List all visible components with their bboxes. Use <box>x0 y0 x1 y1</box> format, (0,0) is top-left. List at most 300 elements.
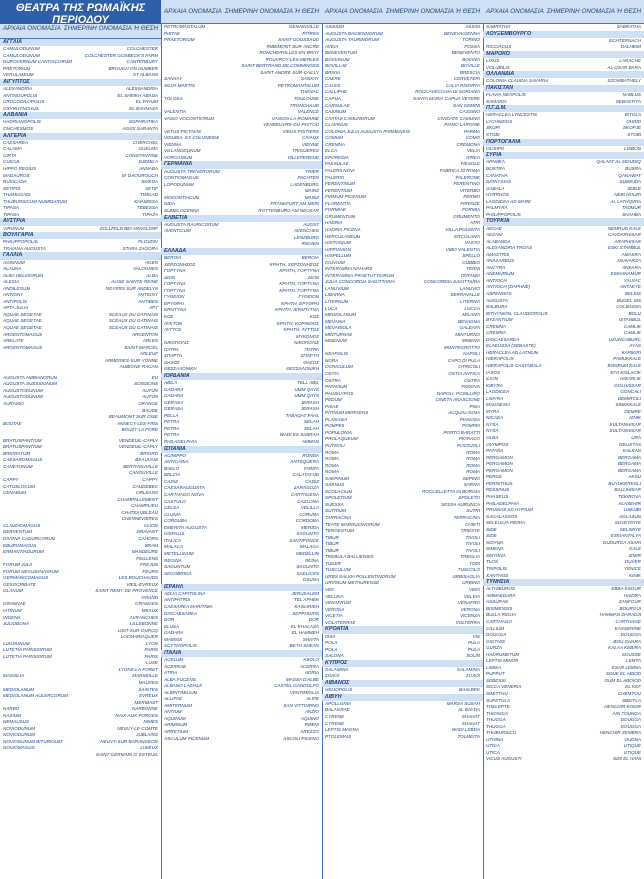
modern-name: BETH SHEAN <box>289 643 319 649</box>
ancient-name: METELLINUM <box>164 550 194 556</box>
modern-name: AKSU <box>628 474 641 480</box>
table-column-4 <box>483 0 644 879</box>
modern-name: LYONS-LA-FORET <box>118 666 158 672</box>
modern-name: SANTA MARIA CAPUA VETERE <box>412 96 480 102</box>
ancient-name: COMUM <box>325 135 343 141</box>
modern-name: ΚΡΗΤΗ, ΙΕΡΑΠΥΤΝΑ <box>275 307 319 313</box>
modern-name: CREMONA <box>456 141 480 147</box>
ancient-name: OSTRA <box>325 377 341 383</box>
modern-name: LYON <box>145 640 158 646</box>
ancient-name: CLAUDIOMAGUS <box>3 522 41 528</box>
ancient-name: ΓΟΡΤΥΝΑ <box>164 281 186 287</box>
ancient-name: AMITERNUM <box>164 702 192 708</box>
modern-name: BRIORD <box>140 450 158 456</box>
modern-name: ERCOLANO <box>454 233 480 239</box>
ancient-name: SEGOBRIGA <box>164 570 192 576</box>
ancient-name: AELIA CAPITOLINA <box>164 590 206 596</box>
ancient-name: GIGTHIS <box>486 638 505 644</box>
modern-name: ANZIO <box>304 709 319 715</box>
ancient-name: NOVIODUNUM <box>3 732 35 738</box>
modern-name: BOIANO <box>462 56 480 62</box>
modern-name: VENDEUIL-CAPLY <box>118 444 158 450</box>
ancient-name: GESOCRIBATE <box>3 581 36 587</box>
ancient-name: BRIXIA <box>325 69 341 75</box>
modern-name: ADRIA <box>304 670 319 676</box>
modern-name: KAISARIEH <box>294 603 319 609</box>
modern-name: URBINO <box>462 580 480 586</box>
ancient-name: NICAEA <box>486 415 504 421</box>
modern-name: HENCHIR ZEMBRA <box>599 730 641 736</box>
modern-name: ORLEANS <box>136 490 158 496</box>
ancient-name: HYRRHOS <box>486 192 509 198</box>
ancient-name: CANETONUM <box>3 463 33 469</box>
ancient-name: LITERNUM <box>325 298 349 304</box>
modern-name: BOU GHARA <box>613 638 641 644</box>
modern-name: URBISAGLIA <box>452 573 480 579</box>
modern-name: TIPAZA <box>142 211 158 217</box>
modern-name: BERTHOUVILLE <box>123 463 158 469</box>
ancient-name: APAMEA <box>486 159 505 165</box>
ancient-name: CROCODILOPOLIS <box>3 99 45 105</box>
table-row <box>322 734 483 741</box>
ancient-name: MADAUROS <box>3 172 30 178</box>
modern-name: QALAAT AL MOUDIQ <box>596 159 641 165</box>
ancient-name: PESSINUS <box>486 487 510 493</box>
ancient-name: PHILADELPHIA <box>486 500 519 506</box>
ancient-name: SIDYMA <box>486 539 504 545</box>
modern-name: PARIS <box>144 653 158 659</box>
ancient-name: ELAEUSSA (SEBASTE) <box>486 343 536 349</box>
modern-name: SOPHRATIKA <box>128 119 158 125</box>
ancient-name: EMERITA AUGUSTA <box>164 524 207 530</box>
modern-name: DOUGGA <box>620 717 641 723</box>
ancient-name: JULIA CONCORDIA SAGITTARIA <box>325 279 395 285</box>
modern-name: HAMMAN DARADJI <box>599 612 641 618</box>
ancient-name: CYRENE <box>325 720 345 726</box>
modern-name: COLCHESTER GOSBECK'S FARM <box>84 52 158 58</box>
modern-name: WADI LEBDA <box>451 727 480 733</box>
ancient-name: BEROIA <box>164 255 182 261</box>
ancient-name: THUGGA <box>486 723 506 729</box>
modern-name: ISTANBUL <box>618 317 641 323</box>
modern-name: LISBON <box>624 145 641 151</box>
modern-name: ALASEHIR <box>618 500 641 506</box>
modern-name: ZARAGOZA <box>293 485 319 491</box>
ancient-name: GADARA <box>164 386 184 392</box>
modern-name: VENTIMIGLIA <box>289 689 319 695</box>
modern-name: KALE <box>629 546 641 552</box>
ancient-name: ALBA HELVIORUM <box>3 272 43 278</box>
ancient-name: ROMA <box>325 469 339 475</box>
modern-name: SALAMINA <box>456 666 480 672</box>
ancient-name: GLANUM <box>3 588 23 594</box>
modern-name: EL SHEIKH ABADA <box>117 92 158 98</box>
modern-name: CINETA ANASCIONE <box>435 397 480 403</box>
ancient-name: PETRA <box>164 425 180 431</box>
ancient-name: APOLLONIA <box>325 700 352 706</box>
ancient-name: PRAETORIUM <box>164 37 195 43</box>
ancient-name: CALLIPHE <box>325 89 348 95</box>
ancient-name: CILLIUM <box>486 625 505 631</box>
ancient-name: ΧΕΡΣΟΝΗΣΟΣ <box>164 261 196 267</box>
modern-name: EL FAYUM <box>135 99 158 105</box>
ancient-name: ANTIOCH (DAPHNE) <box>486 284 531 290</box>
modern-name: ZOLLFELD BEI ARNOLDRF <box>99 225 158 231</box>
modern-name: ANAVARZA <box>616 258 641 264</box>
modern-name: SAGUNTO <box>296 531 319 537</box>
ancient-name: URVINUM METAURENSE <box>325 580 380 586</box>
region-heading: ΓΑΛΛΙΑ <box>0 252 161 259</box>
ancient-name: HIPPO REGIUS <box>3 165 37 171</box>
modern-name: ALIFE <box>306 696 319 702</box>
modern-name: KAPIKIRI <box>621 349 641 355</box>
ancient-name: LUTETIA PARISIORUM <box>3 653 52 659</box>
modern-name: BENEVENTO <box>451 50 480 56</box>
modern-name: BALLIHISAR <box>614 487 641 493</box>
ancient-name: ATRIA <box>164 670 178 676</box>
ancient-name: MEDIOLANUM AULERCORUM <box>3 693 68 699</box>
ancient-name: AVEIA <box>325 43 339 49</box>
ancient-name: PISTAE <box>164 30 180 36</box>
modern-name: DELIKTAS <box>619 441 641 447</box>
modern-name: LOCMARIAQUER <box>120 634 158 640</box>
modern-name: VICENZA <box>460 613 480 619</box>
ancient-name: ILION <box>486 376 498 382</box>
modern-name: LARACHE <box>619 58 641 64</box>
modern-name: MINTURNO <box>455 331 480 337</box>
ancient-name: BISIMENSIS <box>486 605 513 611</box>
ancient-name: SUTRIUM <box>325 508 346 514</box>
ancient-name: ALEXANDRIA <box>3 86 33 92</box>
ancient-name: HADRUMETUM <box>486 651 520 657</box>
ancient-name: POPULONIA <box>325 429 352 435</box>
ancient-name: TRIPOLIS <box>486 565 507 571</box>
ancient-name: FERENTIUM <box>325 187 352 193</box>
region-heading: ΑΓΓΛΙΑ <box>0 39 161 46</box>
region-heading: ΤΥΝΗΣΙΑ <box>483 579 644 586</box>
ancient-name: FALERIO <box>325 174 345 180</box>
modern-name: VERONA <box>460 606 480 612</box>
ancient-name: AUGUSTA TAURINORUM <box>325 37 379 43</box>
ancient-name: BOUTAE <box>3 420 22 426</box>
modern-name: GONCALI <box>620 389 641 395</box>
ancient-name: ALBANO LAZIALE <box>164 683 203 689</box>
ancient-name: ANTIPATRIS <box>164 597 191 603</box>
modern-name: KIYI KISLACIK <box>610 369 641 375</box>
ancient-name: DIONYSIAS <box>486 179 512 185</box>
modern-name: SBEITLA <box>622 697 641 703</box>
ancient-name: GADARA <box>164 393 184 399</box>
modern-name: CAVDARHISAR <box>608 232 641 238</box>
modern-name: VIEUX POITIERS <box>282 128 319 134</box>
region-heading: ΚΡΟΑΤΙΑ <box>322 626 483 633</box>
modern-name: RIBEMONT SUR ANCRE <box>266 43 319 49</box>
modern-name: HAIDRA <box>623 592 641 598</box>
ancient-name: LIMYRA <box>486 395 504 401</box>
ancient-name: CADIZ <box>164 478 178 484</box>
modern-name: FIRENZE <box>460 200 480 206</box>
region-heading: ΙΤΑΛΙΑ <box>161 650 322 657</box>
header-ancient-name: ΑΡΧΑΙΑ ΟΝΟΜΑΣΙΑ <box>325 8 383 15</box>
ancient-name: OSTIA <box>325 370 339 376</box>
header-modern-name: ΣΗΜΕΡΙΝΗ ΟΝΟΜΑΣΙΑ Ή ΘΕΣΗ <box>224 8 319 15</box>
region-heading: ΑΥΣΤΡΙΑ <box>0 218 161 225</box>
ancient-name: TOLOSA <box>164 96 183 102</box>
modern-name: EL BAHNASA <box>129 105 158 111</box>
modern-name: TELL ABIL <box>297 380 319 386</box>
ancient-name: AUGUSTA AMBIANORUM <box>3 374 58 380</box>
table-row <box>483 756 644 763</box>
header-modern-name: ΣΗΜΕΡΙΝΗ ΟΝΟΜΑΣΙΑ Ή ΘΕΣΗ <box>546 8 641 15</box>
modern-name: ΠΑΤΡΑ <box>304 346 319 352</box>
table-row <box>161 736 322 743</box>
modern-name: MEAUX <box>141 607 158 613</box>
modern-name: LES BOUCHAUDS <box>118 575 158 581</box>
modern-name: ΚΡΗΤΗ, ΚΟΡΙΝΘΟΣ <box>276 320 319 326</box>
modern-name: MALAGA <box>299 544 319 550</box>
modern-name: UTIQUE <box>623 749 641 755</box>
header-ancient-name: ΑΡΧΑΙΑ ΟΝΟΜΑΣΙΑ <box>486 8 544 15</box>
column-header <box>161 0 322 24</box>
modern-name: VALENCE <box>297 109 319 115</box>
modern-name: PARIS <box>144 647 158 653</box>
ancient-name: CAPUA <box>325 96 341 102</box>
ancient-name: PITINUM MERGENS <box>325 410 369 416</box>
ancient-name: TIBUR <box>325 534 339 540</box>
ancient-name: AMASTRIS <box>486 251 510 257</box>
modern-name: RONDA <box>302 452 319 458</box>
ancient-name: ARRETIUM <box>164 729 188 734</box>
ancient-name: SELEUCIA PIERIA <box>486 520 525 526</box>
modern-name: DOR <box>308 617 319 623</box>
modern-name: SAELICES <box>296 570 319 576</box>
modern-name: OSTIA ANTICA <box>448 370 480 376</box>
ancient-name: PUPPUT <box>486 671 505 677</box>
modern-name: BELKIS <box>624 291 641 296</box>
modern-name: CHAMPALLEMENT <box>117 496 158 502</box>
modern-name: VALOGNES <box>132 266 158 272</box>
ancient-name: PHILIPPOPOLIS <box>3 239 38 245</box>
region-heading: ΛΟΥΞΕΜΒΟΥΡΓΟ <box>483 31 644 38</box>
modern-name: FRANKFURT AM MEIN <box>270 201 319 207</box>
modern-name: VAISON-LA-ROMAINE <box>271 115 319 121</box>
ancient-name: ALAUNA <box>3 266 22 272</box>
modern-name: FERENTINO <box>453 181 480 187</box>
ancient-name: TIBUR <box>325 547 339 553</box>
ancient-name: ΛΥΤΤΟΣ <box>164 327 182 333</box>
ancient-name: CAESAROMAGUS <box>3 457 43 463</box>
ancient-name: ELUSA <box>164 623 180 629</box>
ancient-name: SANXAY <box>164 76 183 82</box>
modern-name: ROTTENBURG AM NECKAR <box>258 207 319 213</box>
modern-name: BEAUVAIS <box>135 457 158 463</box>
ancient-name: LIBARNA <box>325 292 345 298</box>
ancient-name: TARRACINA <box>325 515 352 521</box>
modern-name: CONCORDIA SAGITTARIA <box>423 279 480 285</box>
modern-name: BOVILLE <box>460 63 480 69</box>
modern-name: SARNO <box>463 482 480 488</box>
modern-name: CASSINO <box>459 109 480 115</box>
modern-name: AUBIGNE-RACAN <box>119 364 158 370</box>
ancient-name: SCOLACIUM <box>325 488 353 494</box>
ancient-name: VICETIA <box>325 613 343 619</box>
ancient-name: SALONA <box>325 653 344 659</box>
ancient-name: VERULAMIUM <box>3 72 34 78</box>
modern-name: ΚΡΗΤΗ, ΓΟΡΤΥΝΑ <box>279 268 319 274</box>
modern-name: TIVOLI <box>465 541 480 547</box>
modern-name: SAINT-GOUSSAUD <box>278 37 319 43</box>
ancient-name: CONTIOMAGUS <box>164 175 199 181</box>
modern-name: CHEMTOU <box>617 691 641 696</box>
modern-name: ROMA <box>466 462 480 468</box>
ancient-name: LANUVIUM <box>325 285 349 291</box>
modern-name: EL KEF <box>625 684 641 690</box>
modern-name: ΓΥΘΕΙΟΝ <box>298 294 319 300</box>
modern-name: STOBI <box>627 131 641 137</box>
modern-name: FALERONE <box>455 174 480 180</box>
modern-name: AGEN <box>144 259 158 265</box>
ancient-name: ANTICARIA <box>164 459 189 465</box>
modern-name: SKIKDA <box>141 179 158 185</box>
ancient-name: PELLA <box>164 412 179 418</box>
ancient-name: ONCHESMOS <box>3 126 34 132</box>
modern-name: CIVAUX <box>302 135 319 141</box>
modern-name: LITERNO <box>460 298 480 304</box>
modern-name: CAUDEBEC <box>132 483 158 489</box>
modern-name: EU <box>151 374 158 380</box>
modern-name: NEUVY-LE-COMTE <box>117 725 158 731</box>
ancient-name: SUFETULA <box>486 697 510 703</box>
modern-name: MEDELLIN <box>296 550 319 556</box>
modern-name: AQUINO <box>300 715 319 721</box>
modern-name: SULTANHISAR <box>609 428 641 434</box>
modern-name: KASSERINE <box>614 625 641 631</box>
modern-name: AVENCHES <box>293 228 319 234</box>
modern-name: ANTEQUERA <box>290 459 319 465</box>
modern-name: VEIO <box>469 587 480 593</box>
ancient-name: FLORENTIA <box>325 200 351 206</box>
modern-name: ANNECY-LES-FINS <box>116 420 158 426</box>
modern-name: POZZUOLI <box>457 443 480 448</box>
ancient-name: BULLA REGIA <box>486 612 516 618</box>
modern-name: TRIGUERES <box>292 148 319 154</box>
ancient-name: THUGGA <box>486 717 506 723</box>
ancient-name: BOSTRA <box>486 165 505 171</box>
ancient-name: POLA <box>325 640 338 646</box>
modern-name: NAIX-AUX-FORGES <box>115 712 158 718</box>
modern-name: CAPPY <box>142 477 158 483</box>
modern-name: COLCHESTER <box>126 46 158 52</box>
ancient-name: THIGNICA <box>486 710 508 716</box>
ancient-name: EBUROMAGUS <box>3 542 37 548</box>
ancient-name: POMPEII <box>325 423 345 429</box>
ancient-name: CAESARAUGUSTA <box>164 485 205 491</box>
ancient-name: CREMNA <box>486 323 506 329</box>
modern-name: IVREA <box>466 154 480 160</box>
ancient-name: CIVITAS CAMUNORUM <box>325 115 375 121</box>
region-heading: ΓΕΡΜΑΝΙΑ <box>161 161 322 168</box>
ancient-name: ANCYRA <box>486 264 506 270</box>
modern-name: ARLEUF <box>139 351 158 357</box>
ancient-name: PLANASIA <box>325 416 348 422</box>
ancient-name: GERASA <box>164 399 184 405</box>
ancient-name: TLOS <box>486 559 498 565</box>
modern-name: CAMLIK <box>623 323 641 329</box>
modern-name: SAN VITTORINO <box>283 702 319 708</box>
modern-name: CAPO DI PULA <box>447 357 480 363</box>
modern-name: VELILLA <box>300 505 319 511</box>
ancient-name: VALENTIA <box>164 109 186 115</box>
modern-name: CAMLIK <box>623 330 641 336</box>
ancient-name: NIDA <box>164 201 175 207</box>
modern-name: JEBLE <box>626 185 641 191</box>
ancient-name: NOVIODUNUM <box>3 725 35 731</box>
modern-name: NARBONNE <box>131 706 158 712</box>
modern-name: EVREUX <box>139 693 158 699</box>
ancient-name: HIPPONION <box>325 246 351 252</box>
ancient-name: CAMULODUNUM <box>3 46 40 52</box>
ancient-name: OCRICULUM <box>325 364 353 370</box>
ancient-name: LEPTIS MAGNA <box>325 727 359 733</box>
modern-name: VIBO VALENTIA <box>445 246 480 252</box>
modern-name: ECHTERNACH <box>609 37 641 43</box>
modern-name: CHIETI <box>464 521 480 527</box>
ancient-name: PALMYRA <box>486 205 508 211</box>
ancient-name: ΓΥΘΕΙΟΝ <box>164 294 185 300</box>
ancient-name: VENAFRUM <box>325 600 351 606</box>
ancient-name: IATINUM <box>3 607 22 613</box>
region-heading: ΚΥΠΡΟΣ <box>322 660 483 667</box>
modern-name: AREZZO <box>300 729 319 734</box>
modern-name: POMPEI <box>462 423 480 429</box>
ancient-name: AEGAE <box>486 225 502 231</box>
modern-name: VIEIL-EVREUX <box>126 581 158 587</box>
modern-name: TARIFA <box>303 465 319 471</box>
ancient-name: ΕΡΑΙΤΥΝΑ <box>164 307 187 313</box>
ancient-name: PERGAMON <box>486 454 513 460</box>
ancient-name: CREMNA <box>486 330 506 336</box>
modern-name: SAINT GERMAIN D' ESTEUIL <box>95 752 158 757</box>
ancient-name: NYSA <box>486 421 499 427</box>
modern-name: UMM QAYS <box>294 393 319 399</box>
modern-name: TOLMEITA <box>457 733 480 739</box>
modern-name: FORMIA <box>462 207 480 213</box>
ancient-name: ABILA <box>164 380 178 386</box>
modern-name: PORTO BARATTI <box>443 429 480 435</box>
modern-name: VELEIA <box>463 593 480 599</box>
ancient-name: ΣΟΛΟΙ <box>325 673 339 679</box>
modern-name: AUTUN <box>142 387 158 393</box>
ancient-name: FLAVIA NEAPOLIS <box>486 92 526 98</box>
modern-name: SAINT REMY DE PROVENCE <box>95 588 158 594</box>
ancient-name: SEBESSI <box>486 677 506 683</box>
ancient-name: ARGENTOMAGUS <box>3 331 43 337</box>
modern-name: IZMIR <box>628 552 641 558</box>
ancient-name: PRETORIUM <box>3 65 31 71</box>
ancient-name: PATAVIUM <box>325 384 348 390</box>
table-column-2 <box>161 0 323 879</box>
modern-name: MAINZ <box>304 188 319 194</box>
modern-name: AUTUN <box>142 394 158 400</box>
modern-name: SUVEYDIYE <box>614 520 641 526</box>
ancient-name: CELSA <box>164 505 180 511</box>
ancient-name: LIMISA <box>486 664 502 670</box>
ancient-name: AQUINUM <box>164 715 186 721</box>
modern-name: BUYUKEREGLI <box>608 480 641 486</box>
ancient-name: CAPPY <box>3 477 19 483</box>
modern-name: BRESCIA <box>459 69 480 75</box>
modern-name: ΚΡΗΤΗ, ΧΕΡΣΟΝΗΣΟΣ <box>269 261 319 267</box>
